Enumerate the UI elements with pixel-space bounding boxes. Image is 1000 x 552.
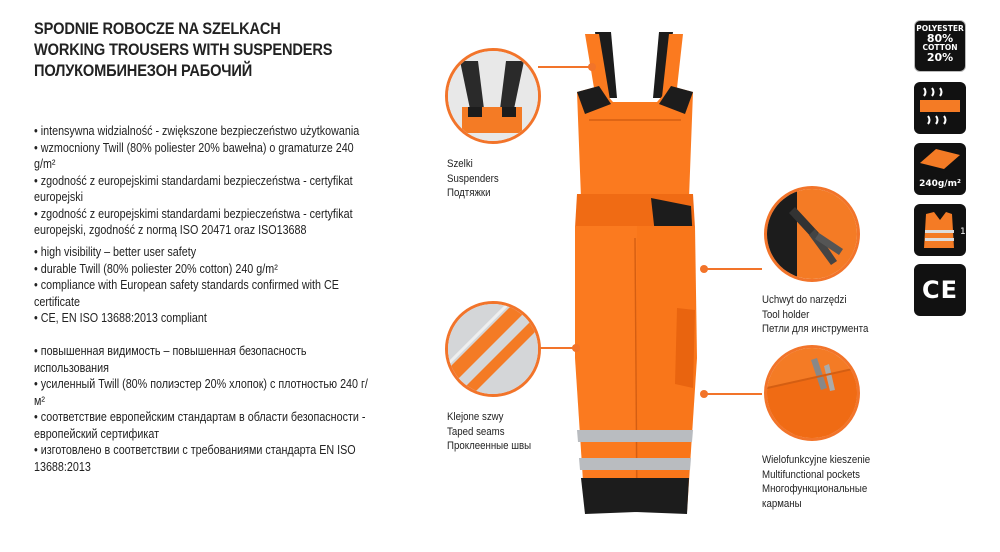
- feature-item: • intensywna widzialność - zwiększone bezpieczeństwo użytkowania: [34, 124, 360, 138]
- callout-label: Проклеенные швы: [447, 440, 532, 452]
- overalls-image: [555, 28, 715, 533]
- hivis-class-badge: [914, 204, 966, 256]
- product-title: [34, 18, 332, 81]
- suspenders-detail-icon: [448, 51, 538, 141]
- feature-item: • wzmocniony Twill (80% poliester 20% bawełna) o gramaturze 240 g/m²: [34, 140, 354, 171]
- callout-taped-seams: [447, 410, 531, 454]
- feature-item: • durable Twill (80% poliester 20% cotton) 240 g/m²: [34, 261, 278, 276]
- callout-label: Wielofunkcyjne kieszenie: [762, 454, 871, 466]
- taped-seams-detail-icon: [448, 304, 538, 394]
- features-en: [34, 244, 378, 327]
- suspenders-detail-image: [445, 48, 541, 144]
- feature-item: • усиленный Twill (80% полиэстер 20% хлопок) с плотностью 240 г/м²: [34, 377, 368, 408]
- connector-tool-holder: [706, 268, 762, 270]
- feature-item: • изготовлено в соответствии с требованиями стандарта EN ISO 13688:2013: [34, 443, 356, 474]
- callout-label: Szelki: [447, 158, 473, 170]
- callout-label: Подтяжки: [447, 187, 491, 199]
- feature-item: • соответствие европейским стандартам в области безопасности - европейский сертификат: [34, 410, 366, 441]
- pliers-icon: [767, 189, 857, 279]
- features-pl: [34, 123, 378, 239]
- material-badge: [914, 20, 966, 72]
- callout-label: Петли для инструмента: [762, 323, 869, 335]
- breathable-fabric-icon: [914, 82, 966, 134]
- feature-item: • high visibility – better user safety: [34, 245, 197, 259]
- feature-item: • CE, EN ISO 13688:2013 compliant: [34, 311, 207, 325]
- fabric-weight-icon: [914, 143, 966, 173]
- connector-pockets: [706, 393, 762, 395]
- callout-label: Klejone szwy: [447, 411, 504, 423]
- connector-dot: [700, 390, 708, 398]
- feature-item: • zgodność z europejskimi standardami bezpieczeństwa - certyfikat europejski: [34, 173, 353, 204]
- feature-item: • zgodność z europejskimi standardami bezpieczeństwa - certyfikat europejski, zgodność z normą ISO 20471 oraz ISO13688: [34, 206, 353, 237]
- ce-mark-icon: CE: [921, 276, 958, 304]
- feature-item: • compliance with European safety standards confirmed with CE certificate: [34, 278, 339, 309]
- material-polyester-label: POLYESTER: [916, 24, 964, 33]
- callout-tool-holder: [762, 293, 868, 337]
- callout-label: Многофункциональные: [762, 483, 868, 495]
- callout-label: карманы: [762, 497, 802, 510]
- connector-dot: [588, 63, 596, 71]
- connector-dot: [572, 344, 580, 352]
- material-cotton-value: 20%: [926, 51, 954, 64]
- material-polyester-value: 80%: [926, 32, 954, 45]
- hivis-class-number: 1: [960, 227, 966, 237]
- tool-holder-detail-image: [764, 186, 860, 282]
- material-cotton-label: COTTON: [922, 43, 958, 52]
- fabric-weight-value: 240g/m²: [919, 179, 961, 189]
- breathable-badge: [914, 82, 966, 134]
- title-pl: SPODNIE ROBOCZE NA SZELKACH: [34, 19, 281, 38]
- ce-badge: [914, 264, 966, 316]
- taped-seams-detail-image: [445, 301, 541, 397]
- title-ru: ПОЛУКОМБИНЕЗОН РАБОЧИЙ: [34, 61, 253, 80]
- feature-item: • повышенная видимость – повышенная безопасность использования: [34, 344, 307, 375]
- callout-label: Suspenders: [447, 172, 499, 185]
- connector-suspenders: [538, 66, 594, 68]
- features-ru: [34, 343, 378, 475]
- pockets-detail-image: [764, 345, 860, 441]
- pocket-tools-icon: [767, 348, 857, 438]
- connector-dot: [700, 265, 708, 273]
- callout-label: Multifunctional pockets: [762, 468, 860, 481]
- callout-label: Tool holder: [762, 308, 810, 321]
- hi-vis-vest-icon: [914, 204, 966, 256]
- callout-pockets: [762, 453, 870, 511]
- connector-seams: [540, 347, 576, 349]
- callout-label: Taped seams: [447, 425, 505, 438]
- callout-label: Uchwyt do narzędzi: [762, 294, 847, 306]
- callout-suspenders: [447, 157, 499, 201]
- title-en: WORKING TROUSERS WITH SUSPENDERS: [34, 40, 333, 59]
- fabric-weight-badge: [914, 143, 966, 195]
